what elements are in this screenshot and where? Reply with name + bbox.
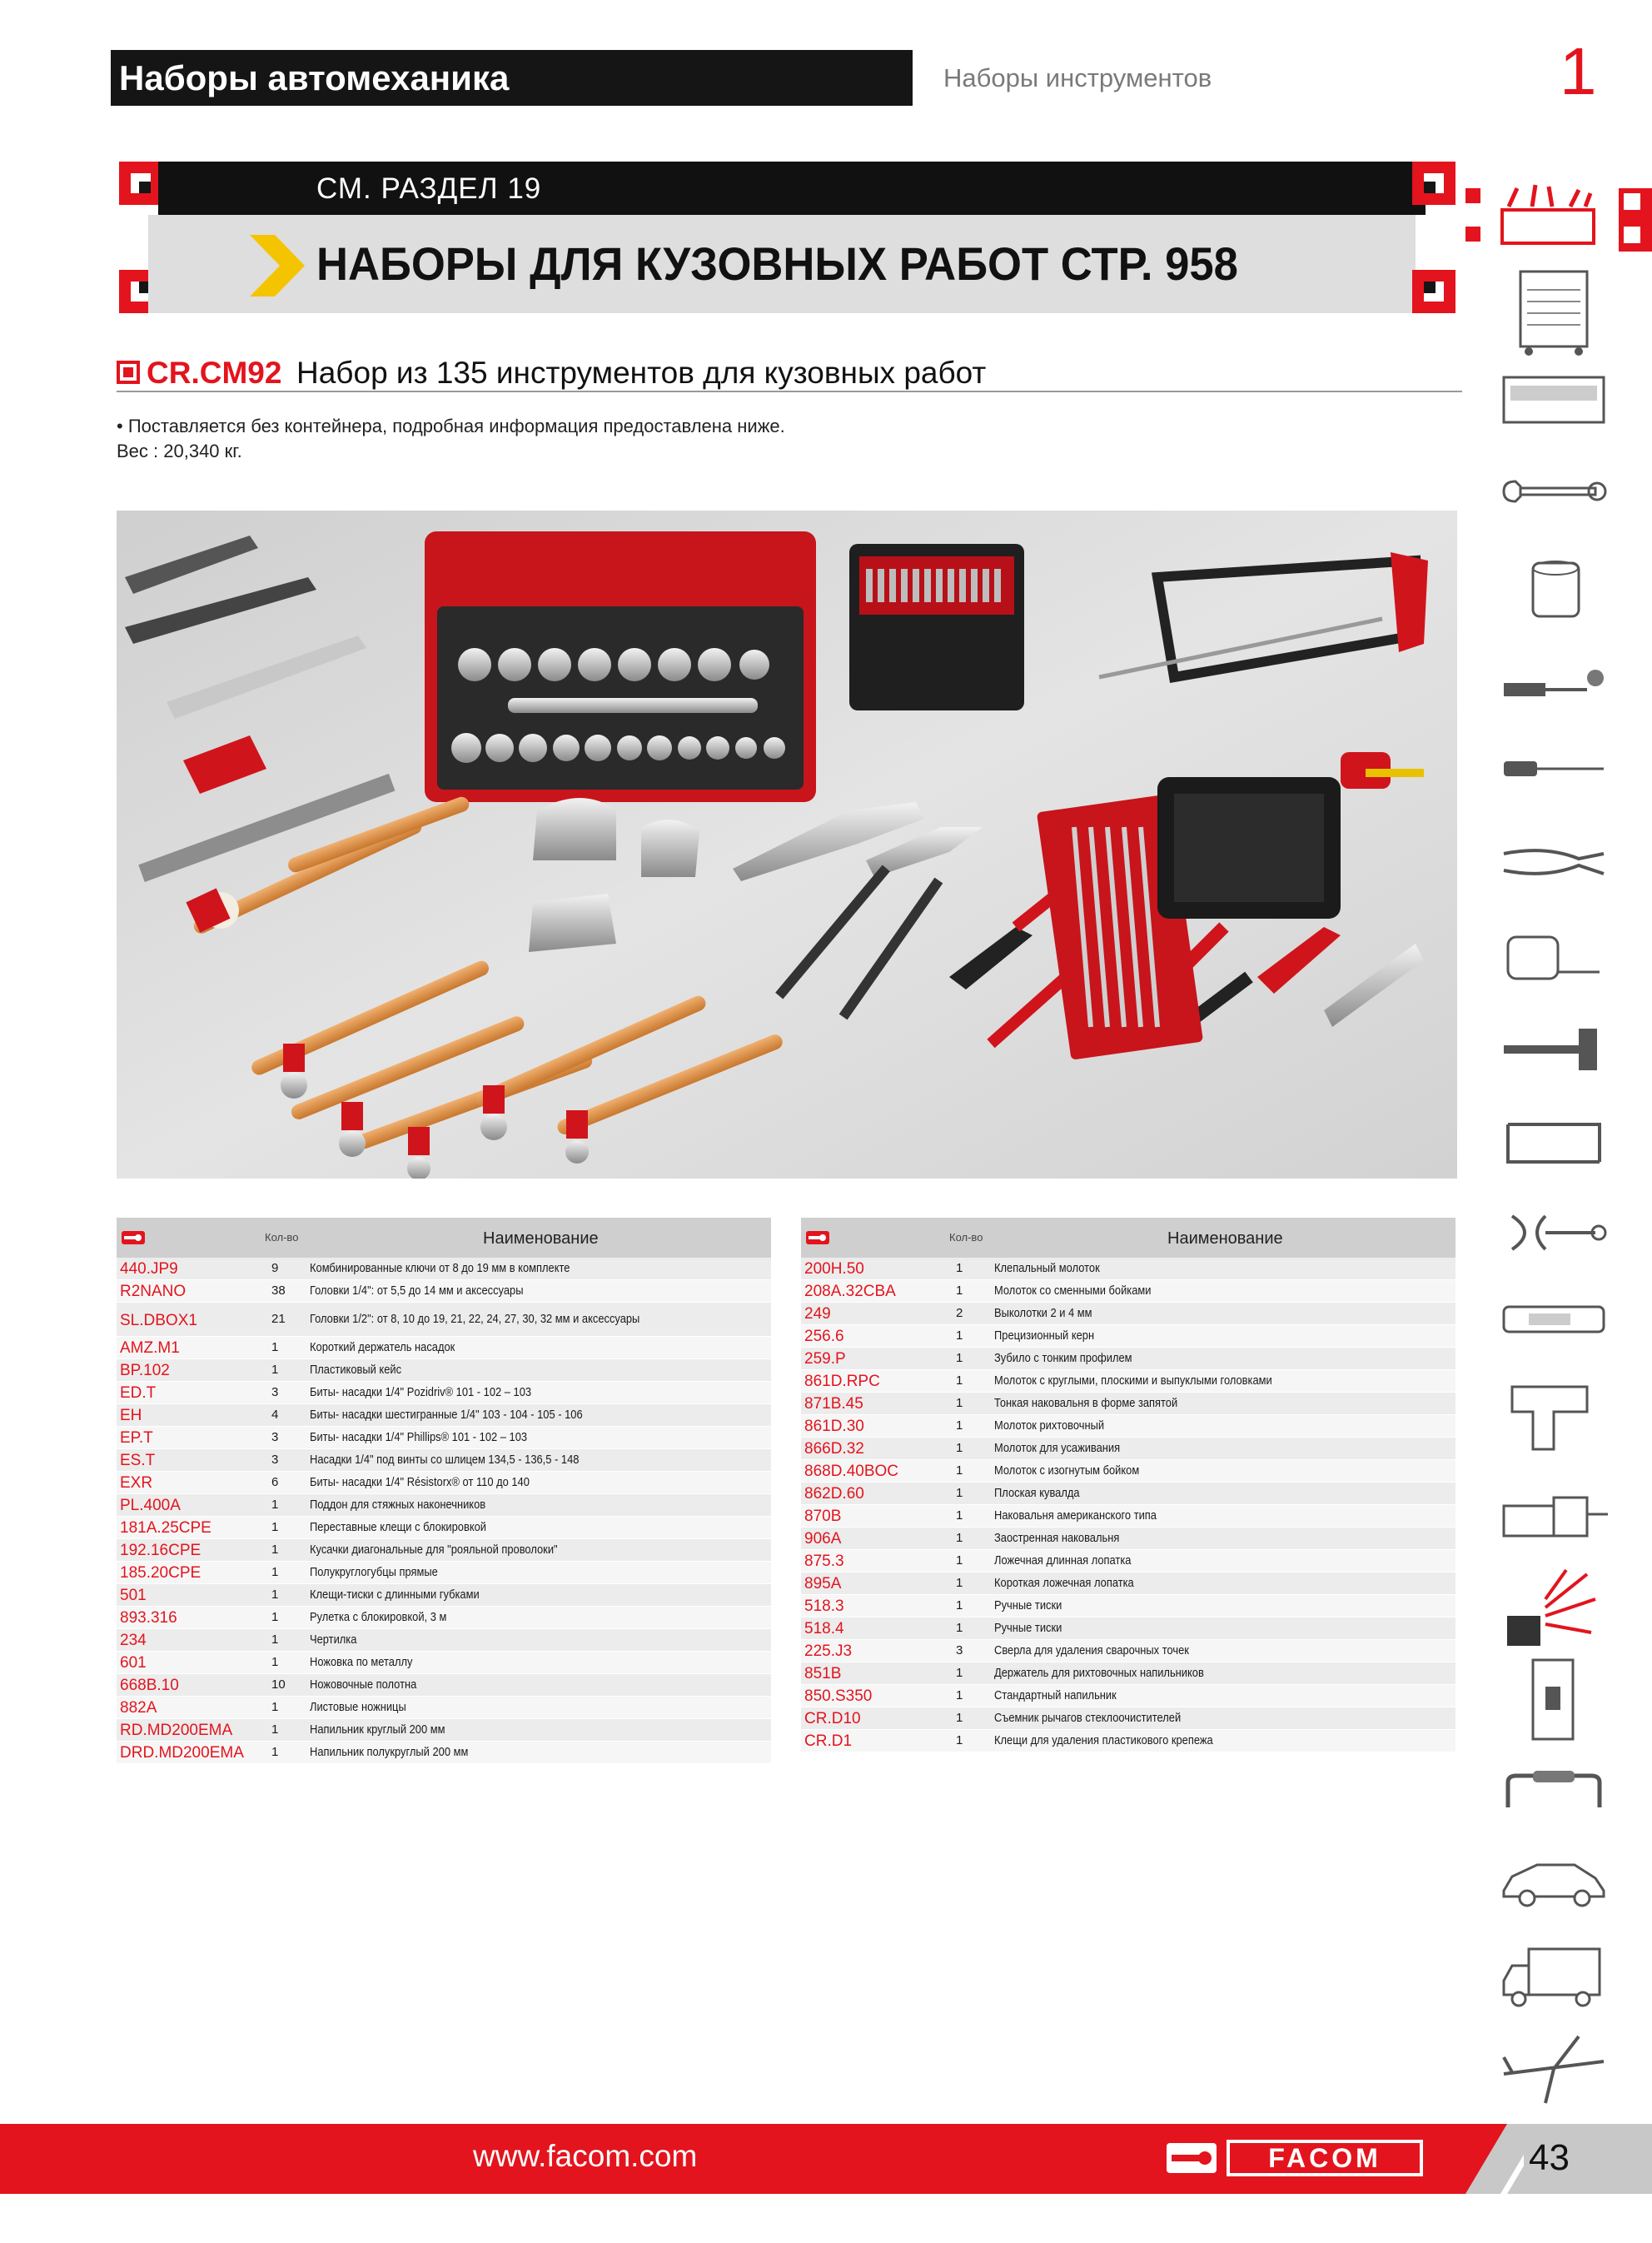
part-name: Тонкая наковальня в форме запятой (994, 1396, 1178, 1410)
part-qty: 1 (271, 1700, 279, 1714)
brand-name: FACOM (1268, 2143, 1381, 2173)
part-name: Комбинированные ключи от 8 до 19 мм в комплекте (310, 1261, 570, 1275)
part-name: Биты- насадки шестигранные 1/4" 103 - 104 - 105 - 106 (310, 1408, 583, 1422)
part-ref[interactable]: 866D.32 (804, 1440, 864, 1458)
part-qty: 1 (956, 1553, 963, 1568)
part-qty: 1 (956, 1598, 963, 1612)
part-qty: 3 (956, 1643, 963, 1657)
reference-icon (806, 1231, 829, 1244)
see-section-label[interactable]: СМ. РАЗДЕЛ 19 (316, 172, 542, 205)
part-qty: 1 (956, 1688, 963, 1702)
part-ref[interactable]: EXR (120, 1474, 153, 1492)
part-ref[interactable]: 501 (120, 1587, 147, 1604)
table-row (117, 1280, 771, 1303)
part-name: Напильник круглый 200 мм (310, 1722, 445, 1737)
part-ref[interactable]: 181A.25CPE (120, 1519, 211, 1537)
part-name: Молоток со сменными бойками (994, 1283, 1152, 1298)
part-name: Молоток с изогнутым бойком (994, 1463, 1140, 1478)
part-name: Насадки 1/4" под винты со шлицем 134,5 - 136,5 - 148 (310, 1453, 580, 1467)
part-qty: 1 (956, 1576, 963, 1590)
part-name: Клепальный молоток (994, 1261, 1100, 1275)
part-qty: 1 (956, 1396, 963, 1410)
ratchet-icon[interactable] (1495, 658, 1612, 716)
part-name: Плоская кувалда (994, 1486, 1080, 1500)
part-ref[interactable]: 256.6 (804, 1328, 844, 1345)
part-ref[interactable]: 518.4 (804, 1620, 844, 1637)
part-ref[interactable]: R2NANO (120, 1283, 187, 1300)
part-qty: 1 (956, 1328, 963, 1343)
part-ref[interactable]: 882A (120, 1699, 157, 1717)
tool-case-icon[interactable] (1495, 371, 1612, 429)
part-ref[interactable]: SL.DBOX1 (120, 1312, 197, 1329)
table-row (117, 1258, 771, 1280)
table-body (117, 1258, 771, 1764)
part-name: Биты- насадки 1/4" Résistorx® от 110 до 140 (310, 1475, 530, 1489)
part-name: Наковальня американского типа (994, 1508, 1157, 1523)
part-name: Короткий держатель насадок (310, 1340, 455, 1354)
name-header: Наименование (1167, 1229, 1283, 1248)
part-name: Молоток для усаживания (994, 1441, 1121, 1455)
part-name: Ложечная длинная лопатка (994, 1553, 1132, 1568)
banner-corner-right (1412, 162, 1455, 313)
name-header: Наименование (483, 1229, 599, 1248)
part-qty: 3 (271, 1453, 279, 1467)
facom-logo (1162, 2135, 1428, 2181)
part-name: Молоток с круглыми, плоскими и выпуклыми головками (994, 1373, 1272, 1388)
part-qty: 1 (956, 1261, 963, 1275)
table-row (117, 1742, 771, 1764)
table-row (117, 1359, 771, 1382)
table-row (117, 1539, 771, 1562)
toolbox-icon[interactable] (1465, 182, 1652, 252)
table-row (801, 1460, 1455, 1483)
pliers-icon[interactable] (1495, 837, 1612, 895)
table-row (117, 1584, 771, 1607)
part-ref[interactable]: 518.3 (804, 1598, 844, 1615)
table-row (801, 1348, 1455, 1370)
part-ref[interactable]: AMZ.M1 (120, 1339, 180, 1357)
table-row (801, 1662, 1455, 1685)
part-ref[interactable]: 200H.50 (804, 1260, 864, 1278)
part-qty: 1 (956, 1621, 963, 1635)
part-ref[interactable]: 861D.30 (804, 1418, 864, 1435)
part-qty: 6 (271, 1475, 279, 1489)
part-ref[interactable]: BP.102 (120, 1362, 170, 1379)
part-name: Поддон для стяжных наконечников (310, 1498, 486, 1512)
part-qty: 21 (271, 1312, 286, 1326)
tool-cabinet-icon[interactable] (1495, 265, 1612, 323)
part-qty: 1 (956, 1711, 963, 1725)
table-row (117, 1404, 771, 1427)
table-row (117, 1697, 771, 1719)
table-row (801, 1415, 1455, 1438)
table-row (117, 1472, 771, 1494)
part-qty: 1 (271, 1340, 279, 1354)
part-ref[interactable]: CR.D10 (804, 1710, 861, 1727)
part-qty: 4 (271, 1408, 279, 1422)
table-row (117, 1719, 771, 1742)
part-qty: 3 (271, 1385, 279, 1399)
table-row (117, 1607, 771, 1629)
part-name: Сверла для удаления сварочных точек (994, 1643, 1189, 1657)
part-qty: 1 (271, 1520, 279, 1534)
part-ref[interactable]: 192.16CPE (120, 1542, 202, 1559)
part-ref[interactable]: 875.3 (804, 1553, 844, 1570)
part-ref[interactable]: EH (120, 1407, 142, 1424)
reference-icon (122, 1231, 145, 1244)
part-ref[interactable]: 895A (804, 1575, 842, 1593)
part-ref[interactable]: ED.T (120, 1384, 157, 1402)
parts-table-right (801, 1218, 1455, 1752)
part-name: Молоток рихтовочный (994, 1418, 1105, 1433)
parts-table-left (117, 1218, 771, 1764)
banner-title[interactable]: НАБОРЫ ДЛЯ КУЗОВНЫХ РАБОТ СТР. 958 (316, 237, 1238, 290)
part-qty: 1 (956, 1666, 963, 1680)
table-row (801, 1393, 1455, 1415)
table-row (117, 1652, 771, 1674)
circuit-breaker-icon[interactable] (1495, 1653, 1612, 1745)
table-header (801, 1218, 1455, 1258)
part-qty: 1 (271, 1588, 279, 1602)
product-ref: CR.CM92 (147, 356, 282, 390)
part-name: Головки 1/4": от 5,5 до 14 мм и аксессуары (310, 1283, 524, 1298)
part-qty: 1 (956, 1418, 963, 1433)
socket-icon[interactable] (1495, 556, 1612, 615)
part-name: Клещи для удаления пластикового крепежа (994, 1733, 1213, 1747)
part-qty: 1 (271, 1610, 279, 1624)
part-name: Зубило с тонким профилем (994, 1351, 1132, 1365)
table-row (117, 1449, 771, 1472)
table-header (117, 1218, 771, 1258)
puller-icon[interactable] (1495, 1204, 1612, 1262)
part-ref[interactable]: 862D.60 (804, 1485, 864, 1503)
part-qty: 1 (271, 1745, 279, 1759)
impact-wrench-icon[interactable] (1495, 1374, 1612, 1433)
part-ref[interactable]: 234 (120, 1632, 147, 1649)
divider (117, 391, 1462, 392)
safety-icon[interactable] (1495, 1566, 1612, 1657)
table-row (801, 1258, 1455, 1280)
table-row (801, 1685, 1455, 1707)
hacksaw-icon[interactable] (1495, 1112, 1612, 1170)
part-name: Головки 1/2": от 8, 10 до 19, 21, 22, 24, 27, 30, 32 мм и аксессуары (310, 1312, 640, 1326)
part-ref[interactable]: 668B.10 (120, 1677, 179, 1694)
part-ref[interactable]: 259.P (804, 1350, 846, 1368)
table-row (117, 1303, 771, 1337)
qty-header: Кол-во (949, 1231, 983, 1244)
part-qty: 1 (271, 1498, 279, 1512)
table-row (117, 1517, 771, 1539)
part-qty: 1 (271, 1632, 279, 1647)
part-ref[interactable]: 249 (804, 1305, 831, 1323)
car-icon[interactable] (1495, 1853, 1612, 1912)
table-row (801, 1505, 1455, 1528)
part-name: Ручные тиски (994, 1621, 1062, 1635)
part-qty: 1 (956, 1486, 963, 1500)
table-row (117, 1674, 771, 1697)
website-link[interactable]: www.facom.com (473, 2139, 698, 2173)
table-row (117, 1562, 771, 1584)
table-body (801, 1258, 1455, 1752)
screwdriver-icon[interactable] (1495, 748, 1612, 806)
part-ref[interactable]: 208A.32CBA (804, 1283, 896, 1300)
part-name: Съемник рычагов стеклоочистителей (994, 1711, 1182, 1725)
part-qty: 10 (271, 1677, 286, 1692)
part-name: Прецизионный керн (994, 1328, 1095, 1343)
part-name: Напильник полукруглый 200 мм (310, 1745, 469, 1759)
section-title: Наборы автомеханика (119, 58, 510, 97)
part-ref[interactable]: 440.JP9 (120, 1260, 178, 1278)
table-row (801, 1707, 1455, 1730)
part-ref[interactable]: 851B (804, 1665, 842, 1682)
table-row (801, 1528, 1455, 1550)
part-ref[interactable]: 601 (120, 1654, 147, 1672)
table-row (801, 1730, 1455, 1752)
part-name: Выколотки 2 и 4 мм (994, 1306, 1092, 1320)
part-name: Ножовочные полотна (310, 1677, 417, 1692)
part-ref[interactable]: 871B.45 (804, 1395, 863, 1413)
page-number: 43 (1529, 2137, 1570, 2178)
table-row (801, 1280, 1455, 1303)
part-qty: 1 (271, 1363, 279, 1377)
part-name: Стандартный напильник (994, 1688, 1117, 1702)
product-weight: Вес : 20,340 кг. (117, 441, 242, 461)
part-qty: 1 (956, 1441, 963, 1455)
table-row (117, 1629, 771, 1652)
part-name: Чертилка (310, 1632, 357, 1647)
wrench-icon[interactable] (1495, 466, 1612, 525)
part-ref[interactable]: ES.T (120, 1452, 156, 1469)
part-name: Кусачки диагональные для "рояльной проволоки" (310, 1543, 558, 1557)
table-row (801, 1370, 1455, 1393)
table-row (801, 1438, 1455, 1460)
qty-header: Кол-во (265, 1231, 299, 1244)
tape-measure-icon[interactable] (1495, 929, 1612, 987)
part-qty: 38 (271, 1283, 286, 1298)
part-name: Рулетка с блокировкой, 3 м (310, 1610, 447, 1624)
part-ref[interactable]: RD.MD200EMA (120, 1722, 233, 1739)
part-ref[interactable]: CR.D1 (804, 1732, 853, 1750)
table-row (801, 1595, 1455, 1617)
part-qty: 3 (271, 1430, 279, 1444)
product-marker-icon (117, 361, 140, 384)
part-ref[interactable]: 225.J3 (804, 1642, 853, 1660)
table-row (801, 1550, 1455, 1573)
part-name: Биты- насадки 1/4" Pozidriv® 101 - 102 – 103 (310, 1385, 532, 1399)
part-qty: 1 (956, 1531, 963, 1545)
table-row (801, 1483, 1455, 1505)
part-ref[interactable]: 893.316 (120, 1609, 177, 1627)
part-name: Короткая ложечная лопатка (994, 1576, 1134, 1590)
arrow-icon (250, 235, 305, 297)
part-name: Переставные клещи с блокировкой (310, 1520, 487, 1534)
table-row (117, 1382, 771, 1404)
table-row (801, 1640, 1455, 1662)
table-row (117, 1494, 771, 1517)
part-ref[interactable]: 868D.40BOC (804, 1463, 899, 1480)
table-row (117, 1427, 771, 1449)
part-ref[interactable]: PL.400A (120, 1497, 181, 1514)
part-qty: 1 (956, 1373, 963, 1388)
part-name: Листовые ножницы (310, 1700, 406, 1714)
table-row (801, 1303, 1455, 1325)
part-ref[interactable]: EP.T (120, 1429, 153, 1447)
hammer-icon[interactable] (1495, 1020, 1612, 1079)
tester-icon[interactable] (1495, 1295, 1612, 1353)
product-title: Набор из 135 инструментов для кузовных работ (296, 356, 987, 390)
part-name: Пластиковый кейс (310, 1363, 402, 1377)
part-ref[interactable]: DRD.MD200EMA (120, 1744, 244, 1762)
chapter-number: 1 (1560, 34, 1597, 108)
part-qty: 1 (956, 1508, 963, 1523)
vice-icon[interactable] (1495, 1481, 1612, 1539)
part-ref[interactable]: 850.S350 (804, 1687, 873, 1705)
product-desc-line-1: • Поставляется без контейнера, подробная информация предоставлена ниже. (117, 416, 785, 436)
part-name: Держатель для рихтовочных напильников (994, 1666, 1204, 1680)
part-qty: 1 (271, 1655, 279, 1669)
handle-icon[interactable] (1495, 1766, 1612, 1824)
part-name: Заостренная наковальня (994, 1531, 1120, 1545)
truck-icon[interactable] (1495, 1941, 1612, 2016)
airplane-icon[interactable] (1495, 2032, 1612, 2107)
part-qty: 1 (956, 1733, 963, 1747)
part-qty: 9 (271, 1261, 279, 1275)
part-qty: 1 (956, 1351, 963, 1365)
part-name: Ножовка по металлу (310, 1655, 413, 1669)
part-ref[interactable]: 185.20CPE (120, 1564, 202, 1582)
part-name: Клещи-тиски с длинными губками (310, 1588, 480, 1602)
part-name: Полукруглогубцы прямые (310, 1565, 438, 1579)
product-description (117, 414, 785, 464)
table-row (801, 1325, 1455, 1348)
part-name: Биты- насадки 1/4" Phillips® 101 - 102 – 103 (310, 1430, 528, 1444)
part-qty: 1 (271, 1565, 279, 1579)
table-row (801, 1573, 1455, 1595)
table-row (801, 1617, 1455, 1640)
part-qty: 1 (956, 1283, 963, 1298)
table-row (117, 1337, 771, 1359)
part-qty: 1 (271, 1722, 279, 1737)
part-name: Ручные тиски (994, 1598, 1062, 1612)
part-ref[interactable]: 870B (804, 1508, 842, 1525)
subsection-title: Наборы инструментов (943, 63, 1212, 92)
part-qty: 1 (956, 1463, 963, 1478)
product-photo (117, 511, 1457, 1179)
part-ref[interactable]: 906A (804, 1530, 842, 1548)
part-qty: 2 (956, 1306, 963, 1320)
part-qty: 1 (271, 1543, 279, 1557)
part-ref[interactable]: 861D.RPC (804, 1373, 880, 1390)
